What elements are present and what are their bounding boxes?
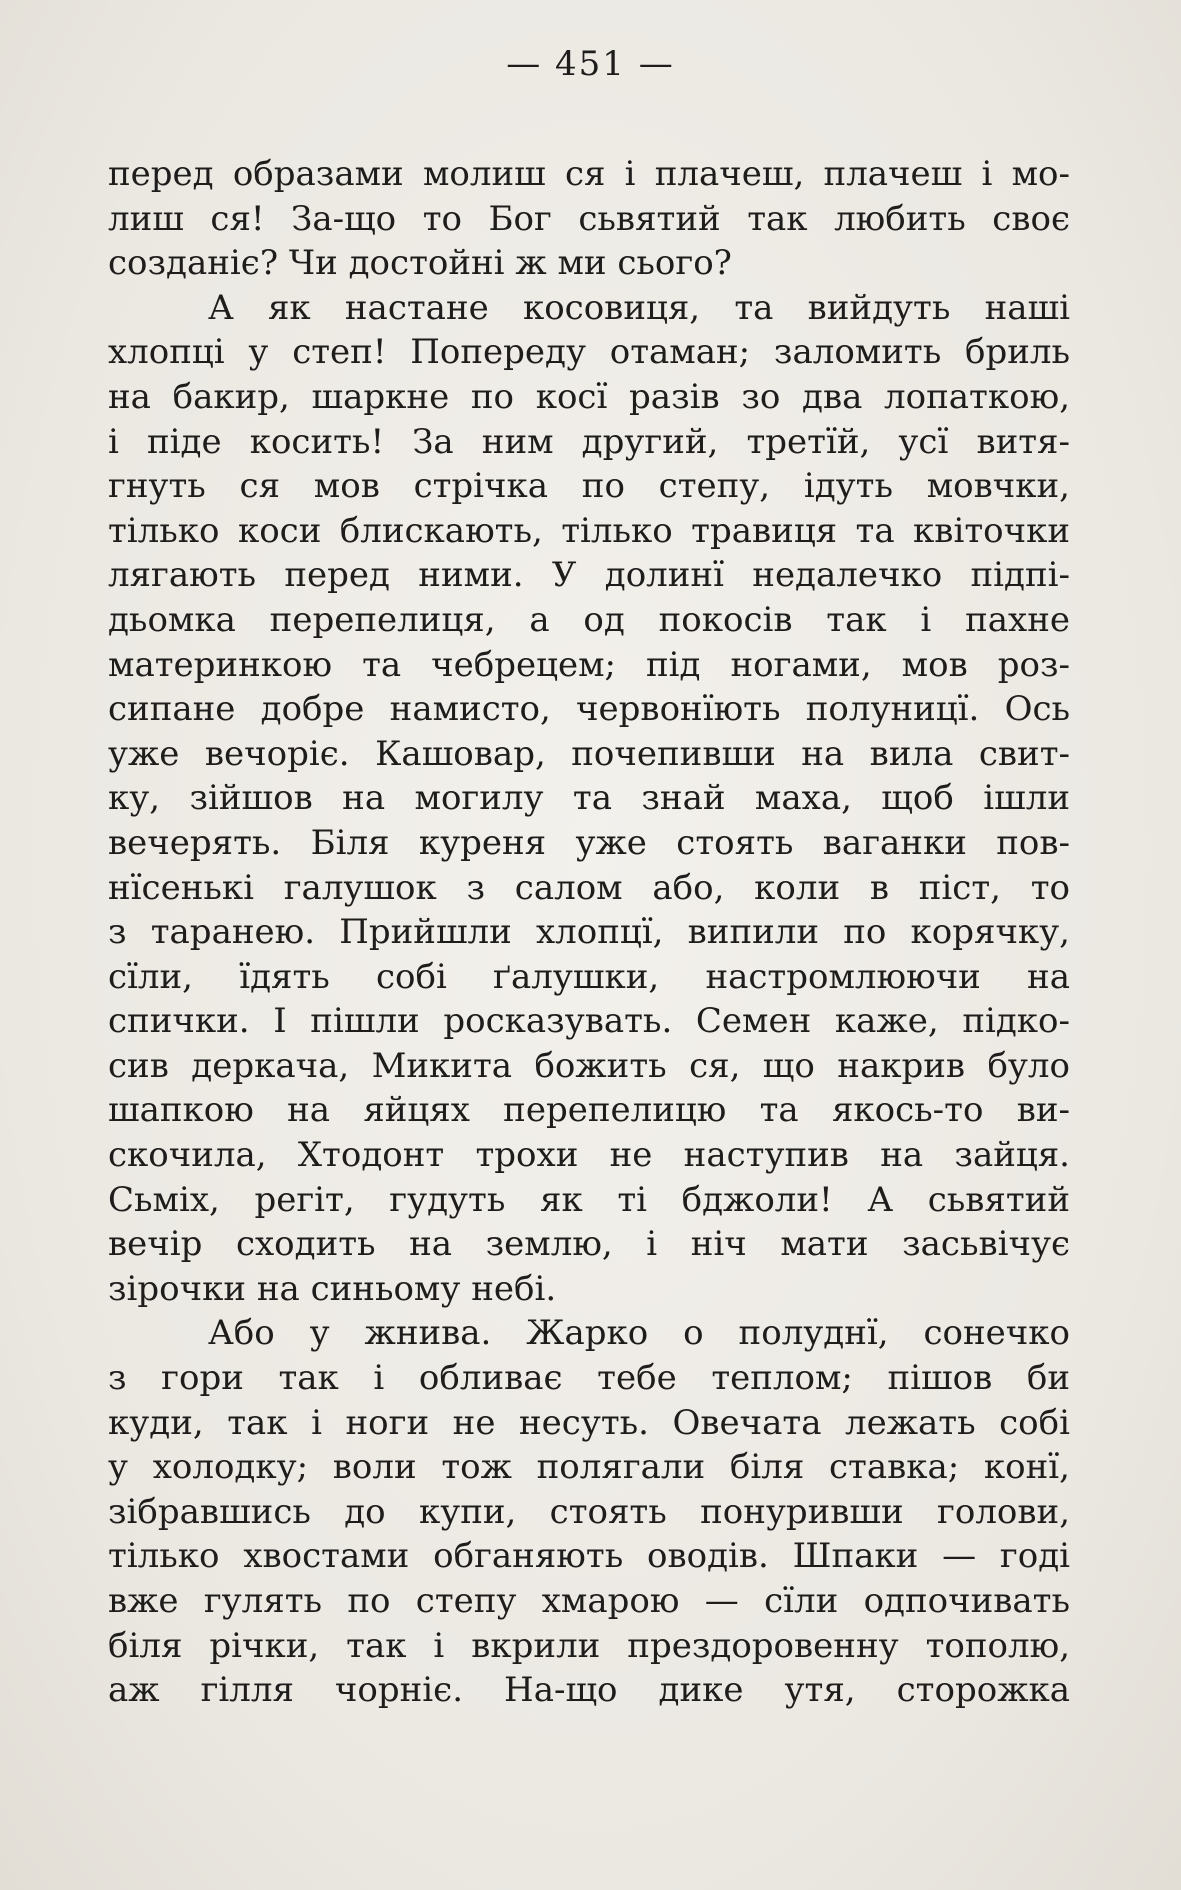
text-line: зірочки на синьому небі.: [108, 1268, 557, 1309]
text-line: лягають перед ними. У долинї недалечко підпі-: [108, 555, 1070, 596]
body-text: [108, 152, 1070, 1713]
text-line: вечір сходить на землю, і ніч мати засьвічує: [108, 1224, 1070, 1265]
text-line: на бакир, шаркне по косї разів зо два лопаткою,: [108, 376, 1070, 417]
text-line: вечерять. Біля куреня уже стоять ваганки пов-: [108, 822, 1070, 863]
text-line: сипане добре намисто, червонїють полуницї. Ось: [108, 689, 1070, 730]
text-line: сїли, їдять собі ґалушки, настромлюючи на: [108, 956, 1070, 997]
text-line: Або у жнива. Жарко о полуднї, сонечко: [208, 1313, 1070, 1354]
text-line: біля річки, так і вкрили прездоровенну тополю,: [108, 1625, 1070, 1666]
text-line: Сьміх, регіт, гудуть як ті бджоли! А сьвятий: [108, 1179, 1070, 1220]
text-line: куди, так і ноги не несуть. Овечата лежать собі: [108, 1402, 1070, 1443]
page-number: — 451 —: [506, 44, 675, 84]
text-line: гнуть ся мов стрічка по степу, ідуть мовчки,: [108, 466, 1070, 507]
text-line: аж гілля чорніє. На-що дике утя, сторожка: [108, 1670, 1070, 1711]
text-line: лиш ся! За-що то Бог сьвятий так любить своє: [108, 198, 1070, 239]
text-line: дьомка перепелиця, а од покосів так і пахне: [108, 599, 1070, 640]
text-line: созданіє? Чи достойні ж ми сього?: [108, 243, 732, 284]
text-line: ку, зійшов на могилу та знай маха, щоб ішли: [108, 778, 1070, 819]
text-line: уже вечоріє. Кашовар, почепивши на вила свит-: [108, 733, 1070, 774]
text-line: з таранею. Прийшли хлопцї, випили по корячку,: [108, 912, 1070, 953]
text-line: з гори так і обливає тебе теплом; пішов би: [108, 1358, 1070, 1399]
text-line: шапкою на яйцях перепелицю та якось-то ви-: [108, 1090, 1070, 1131]
text-line: скочила, Хтодонт трохи не наступив на зайця.: [108, 1135, 1070, 1176]
text-line: у холодку; воли тож полягали біля ставка; конї,: [108, 1447, 1070, 1488]
text-line: перед образами молиш ся і плачеш, плачеш і мо-: [108, 154, 1070, 194]
text-line: нїсенькі галушок з салом або, коли в піст, то: [108, 867, 1070, 908]
text-line: сив деркача, Микита божить ся, що накрив було: [108, 1045, 1070, 1086]
text-line: тілько коси блискають, тілько травиця та квіточки: [108, 510, 1070, 551]
text-line: вже гулять по степу хмарою — сїли одпочивать: [108, 1581, 1070, 1621]
text-line: материнкою та чебрецем; під ногами, мов роз-: [108, 644, 1070, 685]
text-line: тілько хвостами обганяють оводів. Шпаки — годі: [108, 1536, 1070, 1577]
text-line: хлопці у степ! Попереду отаман; заломить бриль: [108, 332, 1070, 373]
text-line: спички. І пішли росказувать. Семен каже, підко-: [108, 1001, 1070, 1042]
text-line: зібравшись до купи, стоять понуривши голови,: [108, 1491, 1070, 1532]
text-line: і піде косить! За ним другий, третїй, усї витя-: [108, 421, 1070, 462]
text-line: А як настане косовиця, та вийдуть наші: [208, 287, 1070, 328]
